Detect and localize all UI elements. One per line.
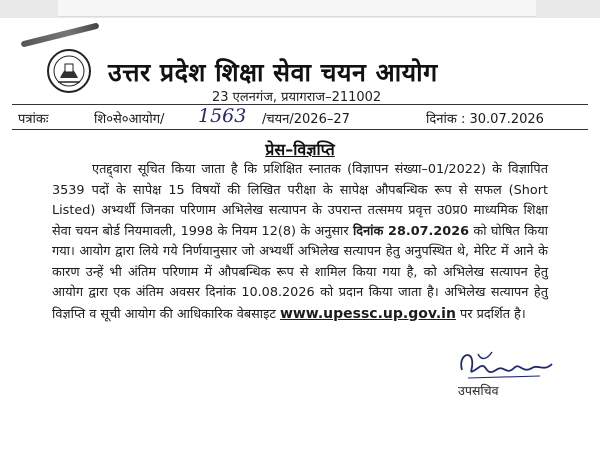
reference-label: पत्रांकः bbox=[18, 112, 49, 127]
emblem-logo-icon bbox=[46, 48, 92, 94]
organization-address: 23 एलनगंज, प्रयागराज–211002 bbox=[212, 90, 382, 105]
reference-number-handwritten: 1563 bbox=[198, 105, 247, 127]
handwritten-signature bbox=[448, 348, 558, 384]
date-value: 30.07.2026 bbox=[469, 112, 544, 127]
background-strip bbox=[0, 0, 600, 18]
website-link[interactable]: www.upessc.up.gov.in bbox=[279, 305, 456, 322]
reference-prefix: शि०से०आयोग/ bbox=[94, 112, 165, 127]
reference-suffix: /चयन/2026–27 bbox=[262, 112, 350, 127]
notice-paragraph-part3: पर प्रदर्शित है। bbox=[460, 306, 526, 322]
notice-paragraph-part2: को घोषित किया गया। आयोग द्वारा लिये गये निर्णयानुसार जो अभ्यर्थी अभिलेख सत्यापन हेतु अनुपस्थित थे, मेरिट में आने के कारण उन्हें भी अंतिम परिणाम में औपबन्धिक रूप से शामिल किया गया है, को अभिलेख सत्यापन हेतु आयोग द्वारा एक अंतिम अवसर दिनांक 10.08.2026 को प्रदान किया जाता है। अभिलेख सत्यापन हेतु विज्ञप्ति व सूची आयोग की आधिकारिक वेबसाइट bbox=[52, 223, 548, 322]
organization-title: उत्तर प्रदेश शिक्षा सेवा चयन आयोग bbox=[108, 58, 438, 87]
notice-body bbox=[52, 160, 548, 325]
pen-object bbox=[20, 22, 99, 47]
reference-line bbox=[12, 104, 588, 130]
notice-result-date: दिनांक 28.07.2026 bbox=[352, 223, 470, 239]
date-label: दिनांक : bbox=[426, 112, 466, 127]
notice-paragraph-part1: एतद्द्वारा सूचित किया जाता है कि प्रशिक्षित स्नातक (विज्ञापन संख्या–01/2022) के विज्ञापित 3539 पदों के सापेक्ष 15 विषयों की लिखित परीक्षा के सापेक्ष औपबन्धिक रूप से सफल (Short Listed) अभ्यर्थी जिनका परिणाम अभिलेख सत्यापन के उपरान्त तत्समय प्रवृत्त उ0प्र0 माध्यमिक शिक्षा सेवा चयन बोर्ड नियमावली, 1998 के नियम 12(8) के अनुसार bbox=[52, 162, 548, 239]
reference-date bbox=[426, 109, 544, 127]
adjacent-document-edge bbox=[58, 0, 536, 17]
notice-heading-wrapper bbox=[0, 138, 600, 160]
notice-heading: प्रेस–विज्ञप्ति bbox=[265, 140, 335, 159]
signatory-designation: उपसचिव bbox=[458, 383, 499, 398]
